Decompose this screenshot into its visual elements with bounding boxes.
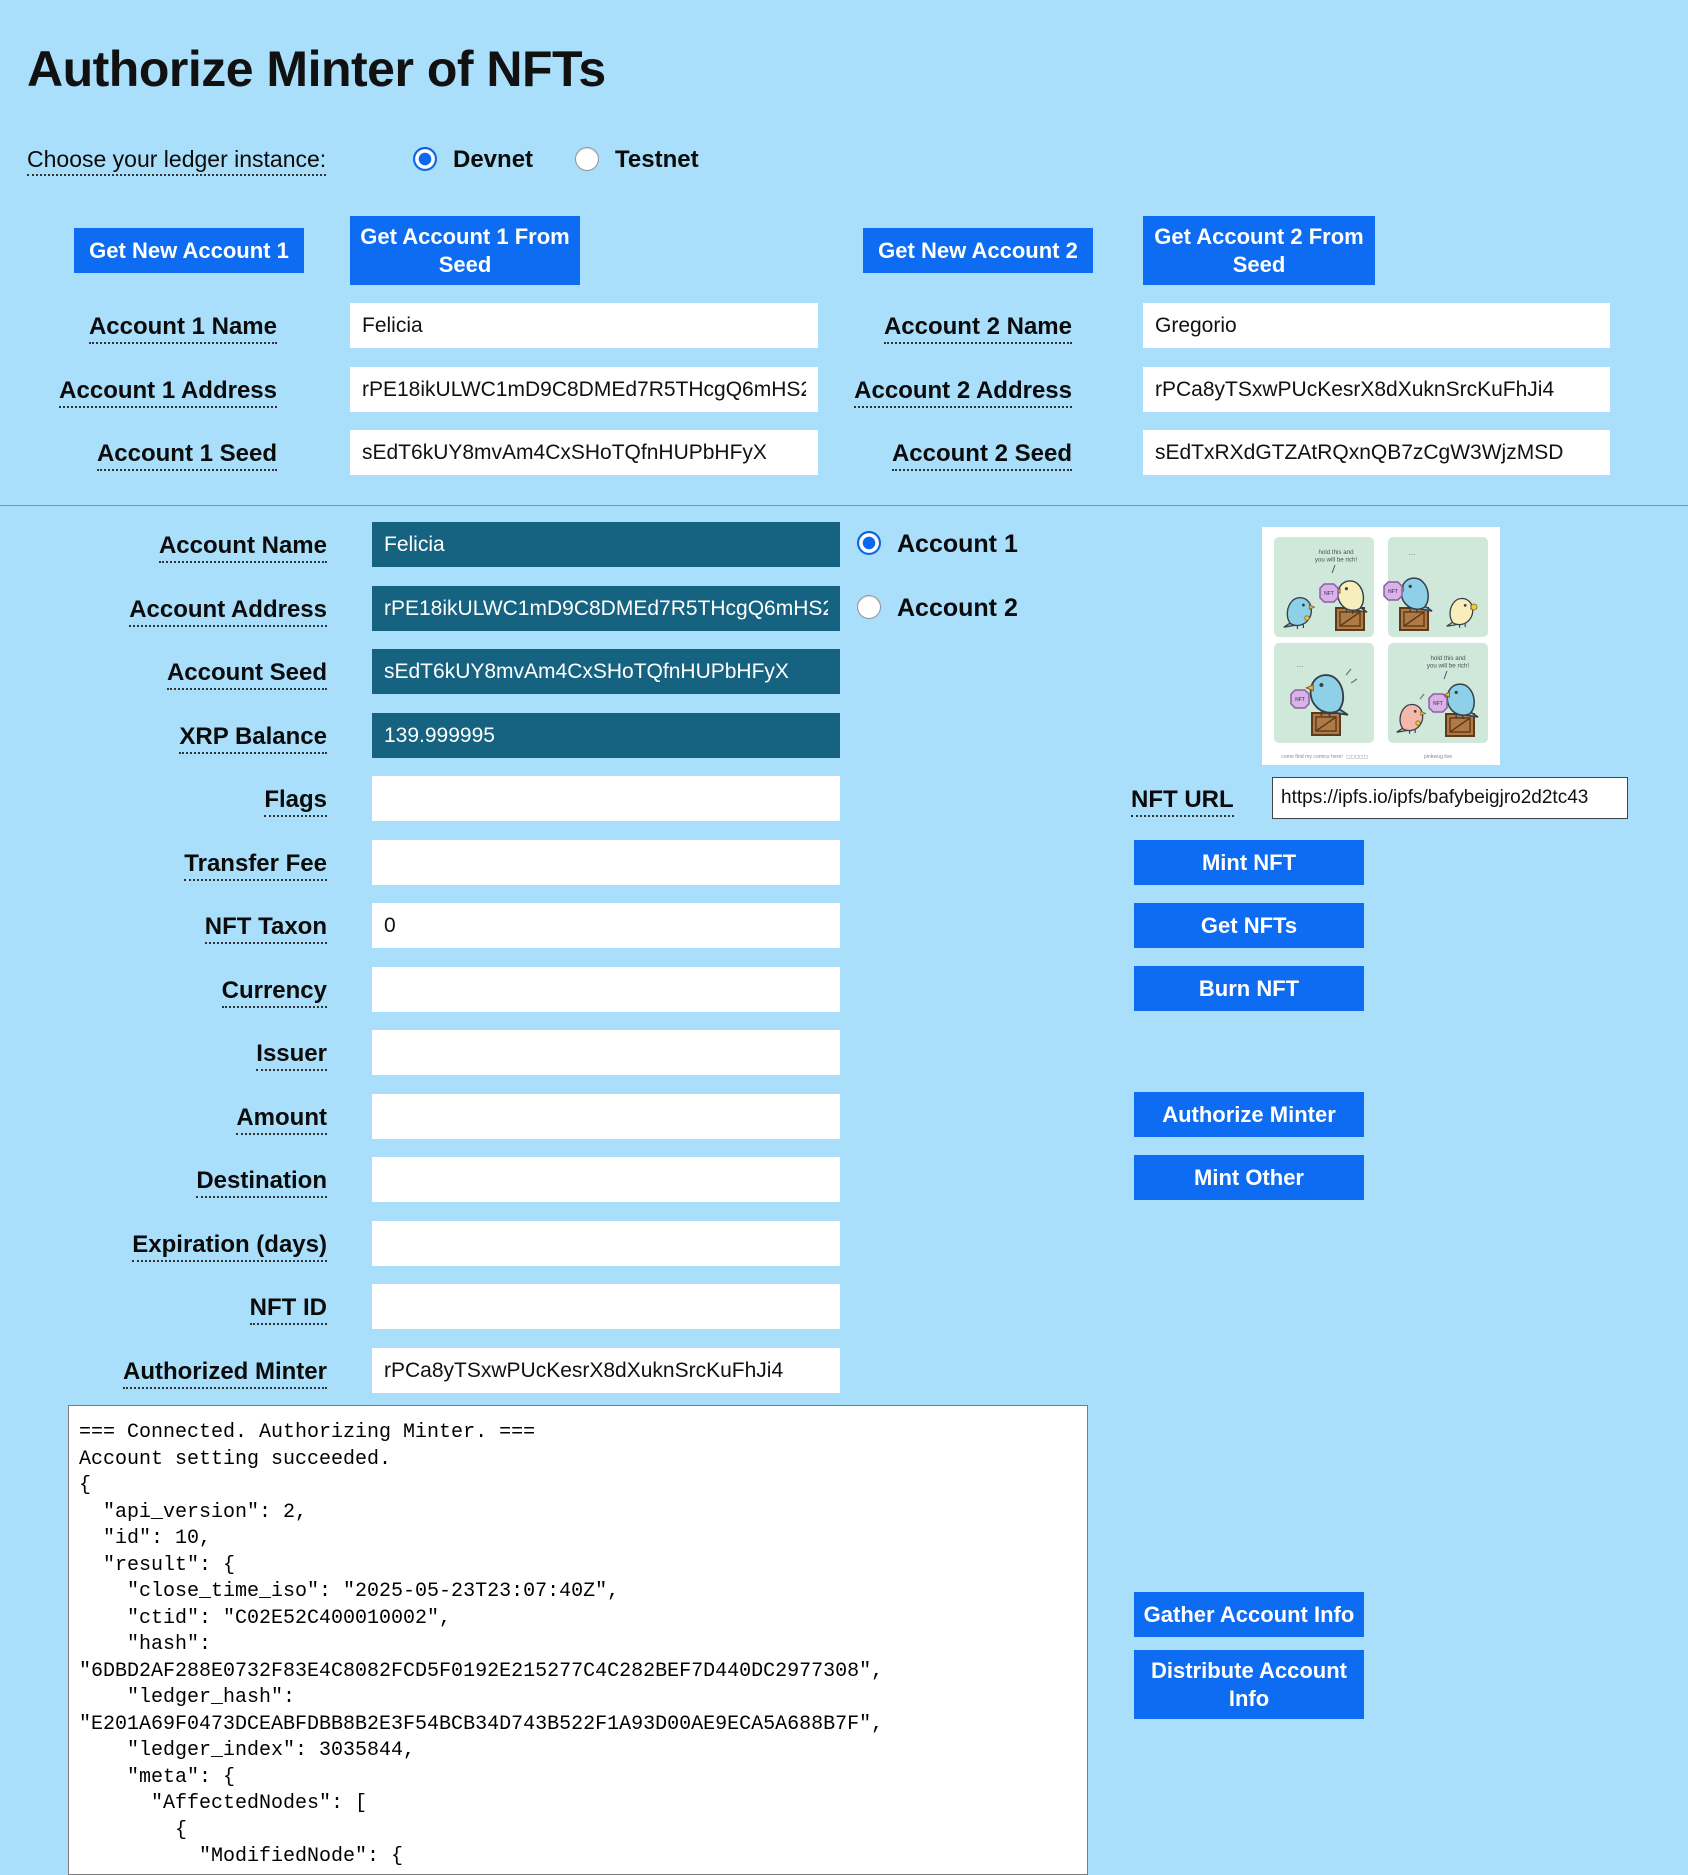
- testnet-radio-label[interactable]: Testnet: [615, 146, 699, 173]
- field-input-account-address[interactable]: [372, 586, 840, 631]
- svg-text:...: ...: [1408, 548, 1416, 557]
- mint-other-button[interactable]: Mint Other: [1134, 1155, 1364, 1200]
- field-label-xrp-balance: XRP Balance: [27, 723, 327, 751]
- account1-seed-input[interactable]: [350, 430, 818, 475]
- field-label-account-name: Account Name: [27, 532, 327, 560]
- burn-nft-button[interactable]: Burn NFT: [1134, 966, 1364, 1011]
- svg-text:...: ...: [1296, 660, 1304, 669]
- field-input-account-seed[interactable]: [372, 649, 840, 694]
- field-input-xrp-balance[interactable]: [372, 713, 840, 758]
- svg-text:NFT: NFT: [1433, 701, 1443, 708]
- account2-name-input[interactable]: [1143, 303, 1610, 348]
- nft-url-label: NFT URL: [1131, 786, 1234, 814]
- account1-name-label: Account 1 Name: [27, 313, 277, 341]
- field-label-nft-taxon: NFT Taxon: [27, 913, 327, 941]
- account1-address-input[interactable]: [350, 367, 818, 412]
- field-input-account-name[interactable]: [372, 522, 840, 567]
- svg-text:you will be rich!: you will be rich!: [1426, 662, 1470, 670]
- mint-nft-button[interactable]: Mint NFT: [1134, 840, 1364, 885]
- field-label-currency: Currency: [27, 977, 327, 1005]
- distribute-account-info-button[interactable]: Distribute Account Info: [1134, 1650, 1364, 1719]
- account1-select-label[interactable]: Account 1: [897, 530, 1018, 558]
- account2-seed-input[interactable]: [1143, 430, 1610, 475]
- page-title: Authorize Minter of NFTs: [27, 41, 606, 97]
- get-new-account1-button[interactable]: Get New Account 1: [74, 228, 304, 273]
- gather-account-info-button[interactable]: Gather Account Info: [1134, 1592, 1364, 1637]
- account1-seed-label: Account 1 Seed: [27, 440, 277, 468]
- field-input-issuer[interactable]: [372, 1030, 840, 1075]
- svg-text:NFT: NFT: [1324, 591, 1334, 598]
- svg-text:come find my comics here!: come find my comics here!: [1281, 754, 1343, 760]
- account2-seed-label: Account 2 Seed: [820, 440, 1072, 468]
- field-label-nft-id: NFT ID: [27, 1294, 327, 1322]
- field-input-authorized-minter[interactable]: [372, 1348, 840, 1393]
- svg-text:NFT: NFT: [1388, 589, 1398, 596]
- account1-address-label: Account 1 Address: [27, 377, 277, 405]
- svg-text:you will be rich!: you will be rich!: [1314, 556, 1358, 564]
- field-input-destination[interactable]: [372, 1157, 840, 1202]
- field-input-nft-id[interactable]: [372, 1284, 840, 1329]
- section-divider: [0, 505, 1688, 506]
- field-label-amount: Amount: [27, 1104, 327, 1132]
- account2-select-label[interactable]: Account 2: [897, 594, 1018, 622]
- results-textarea[interactable]: [68, 1405, 1088, 1875]
- field-input-currency[interactable]: [372, 967, 840, 1012]
- field-label-issuer: Issuer: [27, 1040, 327, 1068]
- field-label-account-address: Account Address: [27, 596, 327, 624]
- get-new-account2-button[interactable]: Get New Account 2: [863, 228, 1093, 273]
- svg-text:hold this and: hold this and: [1318, 549, 1354, 556]
- testnet-radio[interactable]: [575, 147, 599, 171]
- account2-select-radio[interactable]: [857, 595, 881, 619]
- svg-text:NFT: NFT: [1295, 697, 1305, 704]
- field-input-transfer-fee[interactable]: [372, 840, 840, 885]
- devnet-radio-label[interactable]: Devnet: [453, 146, 534, 173]
- account2-name-label: Account 2 Name: [820, 313, 1072, 341]
- devnet-radio[interactable]: [413, 147, 437, 171]
- field-label-destination: Destination: [27, 1167, 327, 1195]
- field-label-transfer-fee: Transfer Fee: [27, 850, 327, 878]
- get-account1-from-seed-button[interactable]: Get Account 1 From Seed: [350, 216, 580, 285]
- get-nfts-button[interactable]: Get NFTs: [1134, 903, 1364, 948]
- svg-text:◻◻◻◻◻: ◻◻◻◻◻: [1346, 754, 1368, 760]
- account1-name-input[interactable]: [350, 303, 818, 348]
- nft-comic-svg: [1262, 527, 1500, 765]
- field-input-flags[interactable]: [372, 776, 840, 821]
- field-input-expiration-days-[interactable]: [372, 1221, 840, 1266]
- authorize-minter-button[interactable]: Authorize Minter: [1134, 1092, 1364, 1137]
- nft-url-input[interactable]: [1272, 777, 1628, 819]
- svg-text:hold this and: hold this and: [1430, 655, 1466, 662]
- svg-text:pinkwug.live: pinkwug.live: [1423, 754, 1453, 760]
- account1-select-radio[interactable]: [857, 531, 881, 555]
- field-input-amount[interactable]: [372, 1094, 840, 1139]
- field-label-expiration-days-: Expiration (days): [27, 1231, 327, 1259]
- field-label-authorized-minter: Authorized Minter: [27, 1358, 327, 1386]
- get-account2-from-seed-button[interactable]: Get Account 2 From Seed: [1143, 216, 1375, 285]
- ledger-instance-label: Choose your ledger instance:: [27, 146, 326, 173]
- nft-comic-image: [1262, 527, 1500, 765]
- field-input-nft-taxon[interactable]: [372, 903, 840, 948]
- field-label-flags: Flags: [27, 786, 327, 814]
- account2-address-input[interactable]: [1143, 367, 1610, 412]
- field-label-account-seed: Account Seed: [27, 659, 327, 687]
- account2-address-label: Account 2 Address: [820, 377, 1072, 405]
